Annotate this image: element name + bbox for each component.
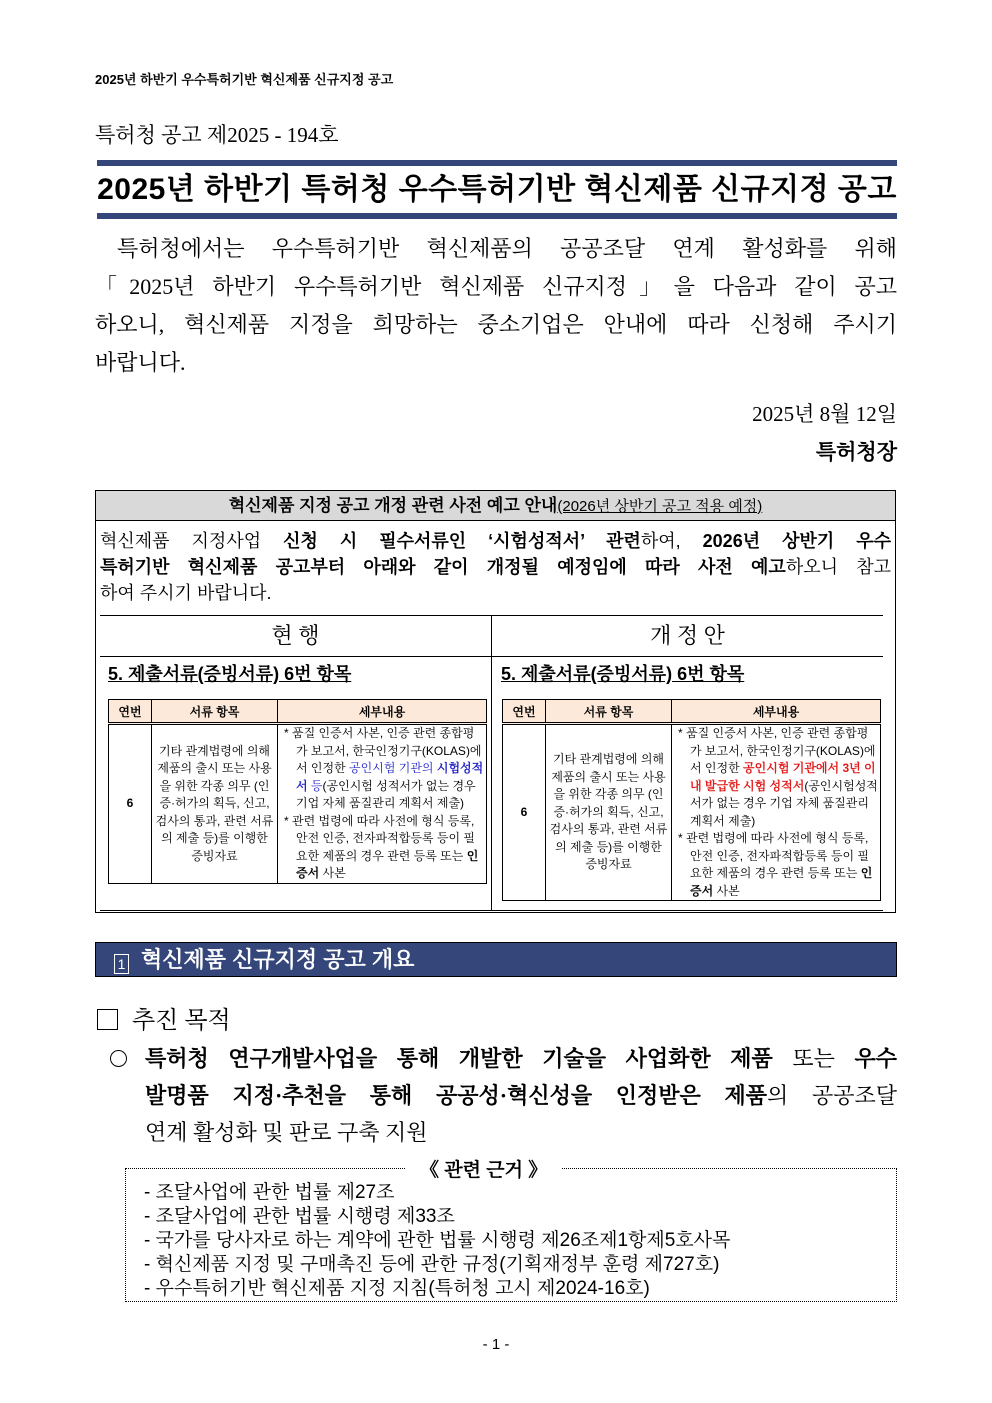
row-number: 6	[109, 724, 152, 884]
text-segment: (공인시험 성적서가 없는 경우 기업 자체 품질관리 계획서 제출)	[296, 778, 476, 810]
header-item: 서류 항목	[546, 700, 672, 724]
text-segment: * 관련 법령에 따라 사전에 형식 등록, 안전 인증, 전자파적합등록 등이 필요한 제품의 경우 관련 등록 또는	[678, 831, 869, 880]
text-segment: 의 공공조달	[767, 1083, 897, 1108]
legal-basis-list	[144, 1181, 730, 1301]
notice-number: 특허청 공고 제2025 - 194호	[95, 123, 339, 147]
text-segment: 발명품 지정·추천을 통해 공공성·혁신성을 인정받은 제품	[145, 1083, 768, 1108]
text-segment: 하여,	[640, 531, 703, 551]
running-header: 2025년 하반기 우수특허기반 혁신제품 신규지정 공고	[95, 72, 394, 87]
revision-notice-text	[100, 528, 891, 606]
table-row	[503, 724, 881, 901]
text-segment: 공인시험 기관에서 3년 이내 발급한 시험 성적서	[690, 761, 876, 793]
text-segment: 2026년 상반기 우수	[702, 531, 892, 551]
detail-2	[678, 830, 878, 900]
document-detail	[278, 724, 487, 884]
current-document-table	[108, 699, 487, 884]
list-item: - 국가를 당사자로 하는 계약에 관한 법률 시행령 제26조제1항제5호사목	[144, 1230, 731, 1251]
header-detail: 세부내용	[278, 700, 487, 724]
section-number: 1	[114, 954, 129, 974]
intro-line: 특허청에서는 우수특허기반 혁신제품의 공공조달 연계 활성화를 위해	[117, 236, 897, 261]
document-item: 기타 관계법령에 의해 제품의 출시 또는 사용을 위한 각종 의무 (인증·허가의 획득, 신고, 검사의 통과, 관련 서류의 제출 등)를 이행한 증빙자료	[152, 724, 278, 884]
text-segment: 인증서	[296, 848, 479, 880]
text-segment: 사본	[319, 866, 346, 880]
section-title: 혁신제품 신규지정 공고 개요	[141, 947, 415, 972]
column-divider	[491, 616, 492, 910]
current-column-header: 현 행	[271, 623, 320, 648]
heading-text: 혁신제품 지정 공고 개정 관련 사전 예고 안내	[228, 496, 558, 515]
text-segment: 특허기반 혁신제품 공고부터 아래와 같이 개정될 예정임에 따라 사전 예고	[100, 557, 786, 577]
heading-note: (2026년 상반기 공고 적용 예정)	[557, 498, 763, 515]
list-item: - 혁신제품 지정 및 구매촉진 등에 관한 규정(기획재정부 훈령 제727호)	[144, 1254, 720, 1275]
list-item: - 우수특허기반 혁신제품 지정 지침(특허청 고시 제2024-16호)	[144, 1278, 650, 1299]
circle-bullet-icon	[110, 1050, 127, 1067]
intro-line: 하오니, 혁신제품 지정을 희망하는 중소기업은 안내에 따라 신청해 주시기	[95, 312, 897, 337]
purpose-line	[145, 1077, 897, 1114]
text-segment: 신청 시 필수서류인 ‘시험성적서’ 관련	[283, 531, 641, 551]
text-segment: (공인시험성적서가 없는 경우 기업 자체 품질관리 계획서 제출)	[690, 778, 878, 828]
intro-line: 「2025년 하반기 우수특허기반 혁신제품 신규지정」을 다음과 같이 공고	[95, 274, 897, 299]
signatory: 특허청장	[815, 440, 897, 464]
revised-column-header: 개 정 안	[650, 623, 725, 648]
text-segment: 공인시험 기관의	[349, 761, 437, 775]
text-segment: 특허청 연구개발사업을 통해 개발한 기술을 사업화한 제품	[145, 1046, 773, 1071]
header-item: 서류 항목	[152, 700, 278, 724]
title-rule-top	[97, 160, 897, 166]
title-rule-bottom	[97, 213, 897, 219]
purpose-line	[145, 1040, 897, 1077]
page-title: 2025년 하반기 특허청 우수특허기반 혁신제품 신규지정 공고	[97, 173, 897, 206]
intro-line: 바랍니다.	[95, 350, 186, 375]
document-item: 기타 관계법령에 의해 제품의 출시 또는 사용을 위한 각종 의무 (인증·허가의 획득, 신고, 검사의 통과, 관련 서류의 제출 등)를 이행한 증빙자료	[546, 724, 672, 901]
header-no: 연번	[503, 700, 546, 724]
para-line	[100, 580, 891, 606]
detail-1	[284, 725, 484, 813]
text-segment: 또는	[772, 1046, 855, 1071]
page-number: - 1 -	[482, 1336, 510, 1353]
text-segment: * 품질 인증서 사본, 인증 관련 종합평가 보고서, 한국인정기구(KOLAS)에서 인정한	[678, 726, 876, 775]
square-bullet-icon	[97, 1009, 118, 1030]
purpose-line	[145, 1114, 897, 1151]
current-subheading: 5. 제출서류(증빙서류) 6번 항목	[108, 664, 352, 684]
table-row	[109, 724, 487, 884]
header-divider	[100, 656, 883, 657]
section-header	[95, 942, 897, 977]
intro-paragraph	[95, 230, 897, 382]
header-no: 연번	[109, 700, 152, 724]
text-segment: 혁신제품 지정사업	[100, 531, 284, 551]
notice-date: 2025년 8월 12일	[752, 402, 897, 426]
detail-2	[284, 813, 484, 883]
legal-basis-title: 《 관련 근거 》	[406, 1155, 561, 1182]
text-segment: 시험성적서	[296, 761, 484, 793]
text-segment: 연계 활성화 및 판로 구축 지원	[145, 1120, 428, 1145]
revised-subheading: 5. 제출서류(증빙서류) 6번 항목	[501, 664, 745, 684]
list-item: - 조달사업에 관한 법률 시행령 제33조	[144, 1206, 455, 1227]
purpose-heading-text: 추진 목적	[132, 1008, 231, 1034]
text-segment: * 품질 인증서 사본, 인증 관련 종합평가 보고서, 한국인정기구(KOLAS)에서 인정한	[284, 726, 482, 775]
purpose-heading	[97, 1000, 231, 1035]
revision-notice-box	[95, 490, 896, 913]
purpose-bullet	[110, 1040, 897, 1151]
document-detail	[672, 724, 881, 901]
detail-1	[678, 725, 878, 830]
text-segment: 인증서	[690, 866, 873, 898]
list-item: - 조달사업에 관한 법률 제27조	[144, 1182, 395, 1203]
text-segment: 하여 주시기 바랍니다.	[100, 583, 272, 603]
revised-document-table	[502, 699, 881, 901]
revision-notice-heading	[96, 491, 895, 521]
comparison-table	[100, 615, 883, 911]
text-segment: * 관련 법령에 따라 사전에 형식 등록, 안전 인증, 전자파적합등록 등이 필요한 제품의 경우 관련 등록 또는	[284, 813, 475, 863]
row-number: 6	[503, 724, 546, 901]
header-detail: 세부내용	[672, 700, 881, 724]
legal-basis-box	[125, 1160, 897, 1302]
para-line	[100, 554, 891, 580]
text-segment: 등	[307, 778, 323, 793]
para-line	[100, 528, 891, 554]
text-segment: 우수	[854, 1046, 897, 1071]
text-segment: 하오니 참고	[785, 557, 891, 577]
text-segment: 사본	[713, 883, 740, 898]
